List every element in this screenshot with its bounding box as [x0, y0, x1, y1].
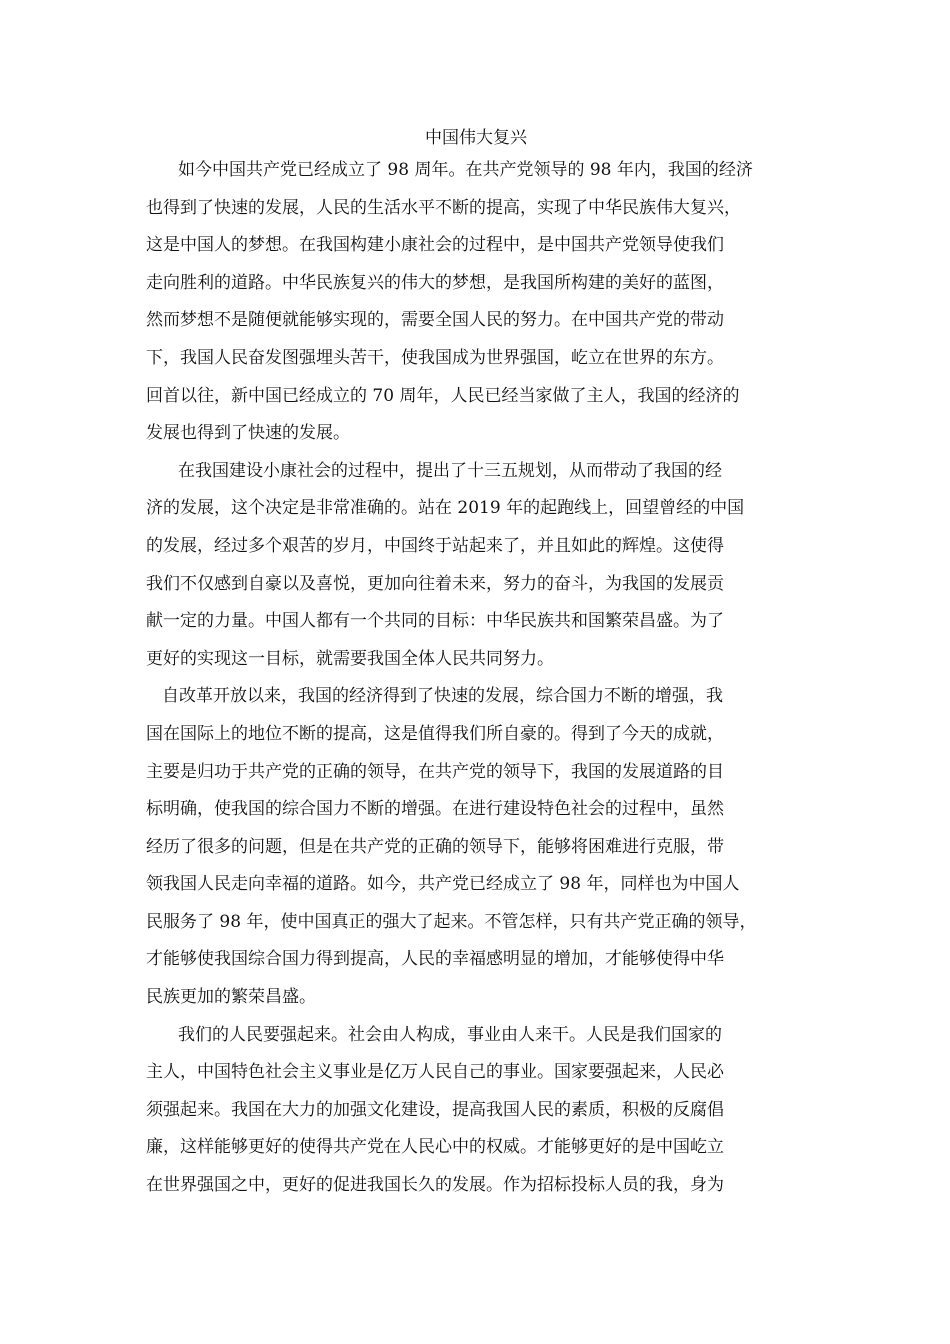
text-line: 经历了很多的问题，但是在共产党的正确的领导下，能够将困难进行克服，带: [146, 836, 724, 857]
paragraph-container: [146, 152, 806, 1205]
text-line: 济的发展，这个决定是非常准确的。站在 2019 年的起跑线上，回望曾经的中国: [146, 498, 745, 519]
text-line: 这是中国人的梦想。在我国构建小康社会的过程中，是中国共产党领导使我们: [146, 235, 724, 256]
text-line: 我们不仅感到自豪以及喜悦，更加向往着未来，努力的奋斗，为我国的发展贡: [146, 573, 724, 594]
text-line: 民服务了 98 年，使中国真正的强大了起来。不管怎样，只有共产党正确的领导，: [146, 911, 757, 932]
text-line: 主要是归功于共产党的正确的领导，在共产党的领导下，我国的发展道路的目: [146, 761, 724, 782]
document-title: 中国伟大复兴: [425, 128, 527, 148]
text-line: 廉，这样能够更好的使得共产党在人民心中的权威。才能够更好的是中国屹立: [146, 1137, 724, 1158]
text-line: 回首以往，新中国已经成立的 70 周年，人民已经当家做了主人，我国的经济的: [146, 385, 740, 406]
text-line: 才能够使我国综合国力得到提高，人民的幸福感明显的增加，才能够使得中华: [146, 949, 724, 970]
paragraph: [146, 453, 806, 679]
paragraph: [146, 1017, 806, 1205]
paragraph: [146, 152, 806, 453]
text-line: 在世界强国之中，更好的促进我国长久的发展。作为招标投标人员的我，身为: [146, 1175, 724, 1196]
text-line: 在我国建设小康社会的过程中，提出了十三五规划，从而带动了我国的经: [178, 460, 722, 481]
text-line: 走向胜利的道路。中华民族复兴的伟大的梦想，是我国所构建的美好的蓝图，: [146, 272, 724, 293]
text-line: 国在国际上的地位不断的提高，这是值得我们所自豪的。得到了今天的成就，: [146, 723, 724, 744]
text-line: 然而梦想不是随便就能够实现的，需要全国人民的努力。在中国共产党的带动: [146, 310, 724, 331]
text-line: 的发展，经过多个艰苦的岁月，中国终于站起来了，并且如此的辉煌。这使得: [146, 535, 724, 556]
text-line: 如今中国共产党已经成立了 98 周年。在共产党领导的 98 年内，我国的经济: [178, 160, 753, 180]
text-line: 标明确，使我国的综合国力不断的增强。在进行建设特色社会的过程中，虽然: [146, 799, 724, 820]
text-line: 下，我国人民奋发图强埋头苦干，使我国成为世界强国，屹立在世界的东方。: [146, 347, 724, 368]
text-line: 更好的实现这一目标，就需要我国全体人民共同努力。: [146, 648, 554, 669]
text-line: 发展也得到了快速的发展。: [146, 423, 350, 444]
text-line: 须强起来。我国在大力的加强文化建设，提高我国人民的素质，积极的反腐倡: [146, 1099, 724, 1120]
text-line: 主人，中国特色社会主义事业是亿万人民自己的事业。国家要强起来，人民必: [146, 1062, 724, 1083]
text-line: 自改革开放以来，我国的经济得到了快速的发展，综合国力不断的增强，我: [162, 686, 723, 707]
text-line: 民族更加的繁荣昌盛。: [146, 987, 316, 1008]
document-body: [146, 124, 806, 1205]
text-line: 献一定的力量。中国人都有一个共同的目标：中华民族共和国繁荣昌盛。为了: [146, 611, 724, 632]
paragraph: [146, 678, 806, 1016]
text-line: 也得到了快速的发展，人民的生活水平不断的提高，实现了中华民族伟大复兴，: [146, 197, 741, 218]
text-line: 领我国人民走向幸福的道路。如今，共产党已经成立了 98 年，同样也为中国人: [146, 874, 740, 895]
text-line: 我们的人民要强起来。社会由人构成，事业由人来干。人民是我们国家的: [178, 1024, 722, 1045]
